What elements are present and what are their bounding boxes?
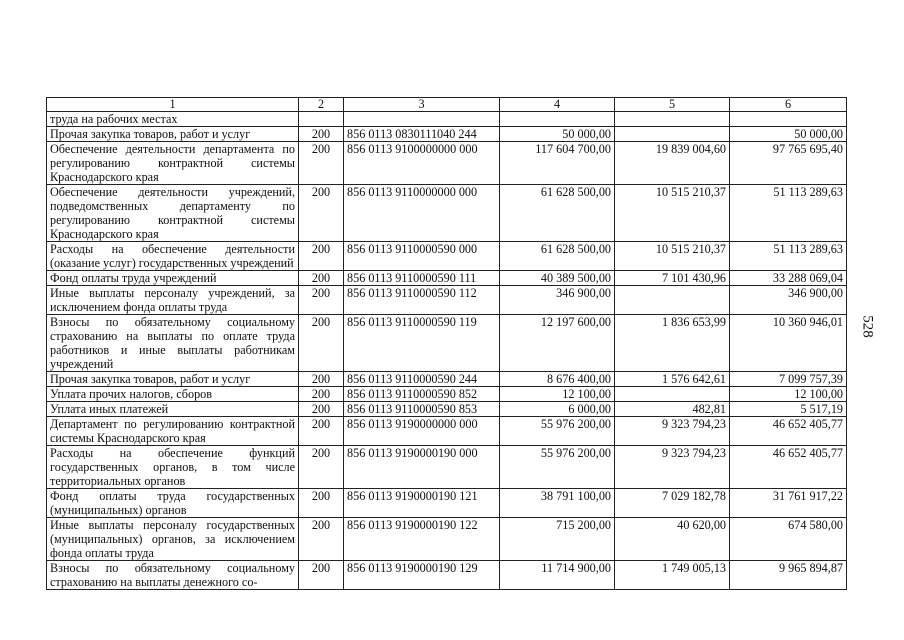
column-header: 3 [344,98,500,112]
name-cell: Иные выплаты персоналу учреждений, за исключением фонда оплаты труда [47,286,299,315]
remaining-amount-cell [730,112,847,127]
classification-code-cell: 856 0113 9110000590 853 [344,402,500,417]
classification-code-cell: 856 0113 9110000590 852 [344,387,500,402]
classification-code-cell: 856 0113 9110000000 000 [344,185,500,242]
publisher-code-cell: 200 [299,489,344,518]
table-row [47,242,847,271]
table-row [47,372,847,387]
table-row [47,446,847,489]
name-cell: Уплата прочих налогов, сборов [47,387,299,402]
name-cell: Расходы на обеспечение деятельности (оказание услуг) государственных учреждений [47,242,299,271]
classification-code-cell: 856 0113 9110000590 244 [344,372,500,387]
classification-code-cell: 856 0113 9110000590 000 [344,242,500,271]
column-header: 4 [500,98,615,112]
publisher-code-cell: 200 [299,446,344,489]
classification-code-cell: 856 0113 9190000000 000 [344,417,500,446]
remaining-amount-cell: 674 580,00 [730,518,847,561]
remaining-amount-cell: 9 965 894,87 [730,561,847,590]
executed-amount-cell: 1 749 005,13 [615,561,730,590]
classification-code-cell: 856 0113 9110000590 111 [344,271,500,286]
name-cell: Прочая закупка товаров, работ и услуг [47,372,299,387]
remaining-amount-cell: 33 288 069,04 [730,271,847,286]
publisher-code-cell: 200 [299,142,344,185]
budget-sheet [46,97,846,590]
approved-amount-cell: 55 976 200,00 [500,446,615,489]
approved-amount-cell: 50 000,00 [500,127,615,142]
table-row [47,286,847,315]
classification-code-cell: 856 0113 9110000590 119 [344,315,500,372]
executed-amount-cell: 1 576 642,61 [615,372,730,387]
column-header: 5 [615,98,730,112]
remaining-amount-cell: 50 000,00 [730,127,847,142]
name-cell: труда на рабочих местах [47,112,299,127]
executed-amount-cell: 9 323 794,23 [615,417,730,446]
executed-amount-cell [615,112,730,127]
approved-amount-cell: 12 100,00 [500,387,615,402]
table-row [47,112,847,127]
approved-amount-cell [500,112,615,127]
publisher-code-cell: 200 [299,185,344,242]
executed-amount-cell: 40 620,00 [615,518,730,561]
approved-amount-cell: 55 976 200,00 [500,417,615,446]
executed-amount-cell: 482,81 [615,402,730,417]
publisher-code-cell: 200 [299,286,344,315]
table-row [47,402,847,417]
approved-amount-cell: 11 714 900,00 [500,561,615,590]
publisher-code-cell: 200 [299,315,344,372]
approved-amount-cell: 346 900,00 [500,286,615,315]
executed-amount-cell: 10 515 210,37 [615,185,730,242]
page-number: 528 [859,315,876,338]
executed-amount-cell [615,286,730,315]
classification-code-cell: 856 0113 9190000190 000 [344,446,500,489]
publisher-code-cell: 200 [299,561,344,590]
approved-amount-cell: 12 197 600,00 [500,315,615,372]
table-row [47,271,847,286]
executed-amount-cell: 19 839 004,60 [615,142,730,185]
classification-code-cell: 856 0113 9190000190 129 [344,561,500,590]
executed-amount-cell: 7 029 182,78 [615,489,730,518]
remaining-amount-cell: 12 100,00 [730,387,847,402]
publisher-code-cell: 200 [299,402,344,417]
classification-code-cell: 856 0113 9190000190 122 [344,518,500,561]
table-row [47,127,847,142]
table-row [47,489,847,518]
table-row [47,561,847,590]
classification-code-cell: 856 0113 0830111040 244 [344,127,500,142]
remaining-amount-cell: 31 761 917,22 [730,489,847,518]
name-cell: Расходы на обеспечение функций государственных органов, в том числе территориальных органов [47,446,299,489]
classification-code-cell: 856 0113 9110000590 112 [344,286,500,315]
name-cell: Фонд оплаты труда учреждений [47,271,299,286]
approved-amount-cell: 61 628 500,00 [500,185,615,242]
executed-amount-cell: 7 101 430,96 [615,271,730,286]
remaining-amount-cell: 5 517,19 [730,402,847,417]
remaining-amount-cell: 7 099 757,39 [730,372,847,387]
column-header: 1 [47,98,299,112]
executed-amount-cell: 9 323 794,23 [615,446,730,489]
approved-amount-cell: 40 389 500,00 [500,271,615,286]
classification-code-cell: 856 0113 9100000000 000 [344,142,500,185]
table-row [47,142,847,185]
approved-amount-cell: 61 628 500,00 [500,242,615,271]
name-cell: Иные выплаты персоналу государственных (муниципальных) органов, за исключением фонда оплаты труда [47,518,299,561]
publisher-code-cell: 200 [299,387,344,402]
executed-amount-cell [615,127,730,142]
table-row [47,387,847,402]
column-header: 2 [299,98,344,112]
name-cell: Обеспечение деятельности департамента по регулированию контрактной системы Краснодарского края [47,142,299,185]
publisher-code-cell: 200 [299,127,344,142]
publisher-code-cell: 200 [299,372,344,387]
column-header: 6 [730,98,847,112]
table-row [47,315,847,372]
table-row [47,185,847,242]
remaining-amount-cell: 51 113 289,63 [730,242,847,271]
name-cell: Взносы по обязательному социальному страхованию на выплаты по оплате труда работников и иные выплаты работникам учреждений [47,315,299,372]
approved-amount-cell: 6 000,00 [500,402,615,417]
name-cell: Взносы по обязательному социальному страхованию на выплаты денежного со- [47,561,299,590]
name-cell: Прочая закупка товаров, работ и услуг [47,127,299,142]
approved-amount-cell: 117 604 700,00 [500,142,615,185]
remaining-amount-cell: 51 113 289,63 [730,185,847,242]
name-cell: Департамент по регулированию контрактной системы Краснодарского края [47,417,299,446]
publisher-code-cell: 200 [299,242,344,271]
name-cell: Уплата иных платежей [47,402,299,417]
remaining-amount-cell: 10 360 946,01 [730,315,847,372]
publisher-code-cell: 200 [299,271,344,286]
classification-code-cell: 856 0113 9190000190 121 [344,489,500,518]
remaining-amount-cell: 346 900,00 [730,286,847,315]
approved-amount-cell: 38 791 100,00 [500,489,615,518]
table-row [47,417,847,446]
remaining-amount-cell: 97 765 695,40 [730,142,847,185]
header-row [47,98,847,112]
remaining-amount-cell: 46 652 405,77 [730,446,847,489]
executed-amount-cell [615,387,730,402]
budget-table [46,97,847,590]
name-cell: Обеспечение деятельности учреждений, подведомственных департаменту по регулированию контрактной системы Краснодарского края [47,185,299,242]
approved-amount-cell: 715 200,00 [500,518,615,561]
publisher-code-cell: 200 [299,417,344,446]
classification-code-cell [344,112,500,127]
remaining-amount-cell: 46 652 405,77 [730,417,847,446]
executed-amount-cell: 1 836 653,99 [615,315,730,372]
table-row [47,518,847,561]
publisher-code-cell: 200 [299,518,344,561]
executed-amount-cell: 10 515 210,37 [615,242,730,271]
name-cell: Фонд оплаты труда государственных (муниципальных) органов [47,489,299,518]
publisher-code-cell [299,112,344,127]
approved-amount-cell: 8 676 400,00 [500,372,615,387]
